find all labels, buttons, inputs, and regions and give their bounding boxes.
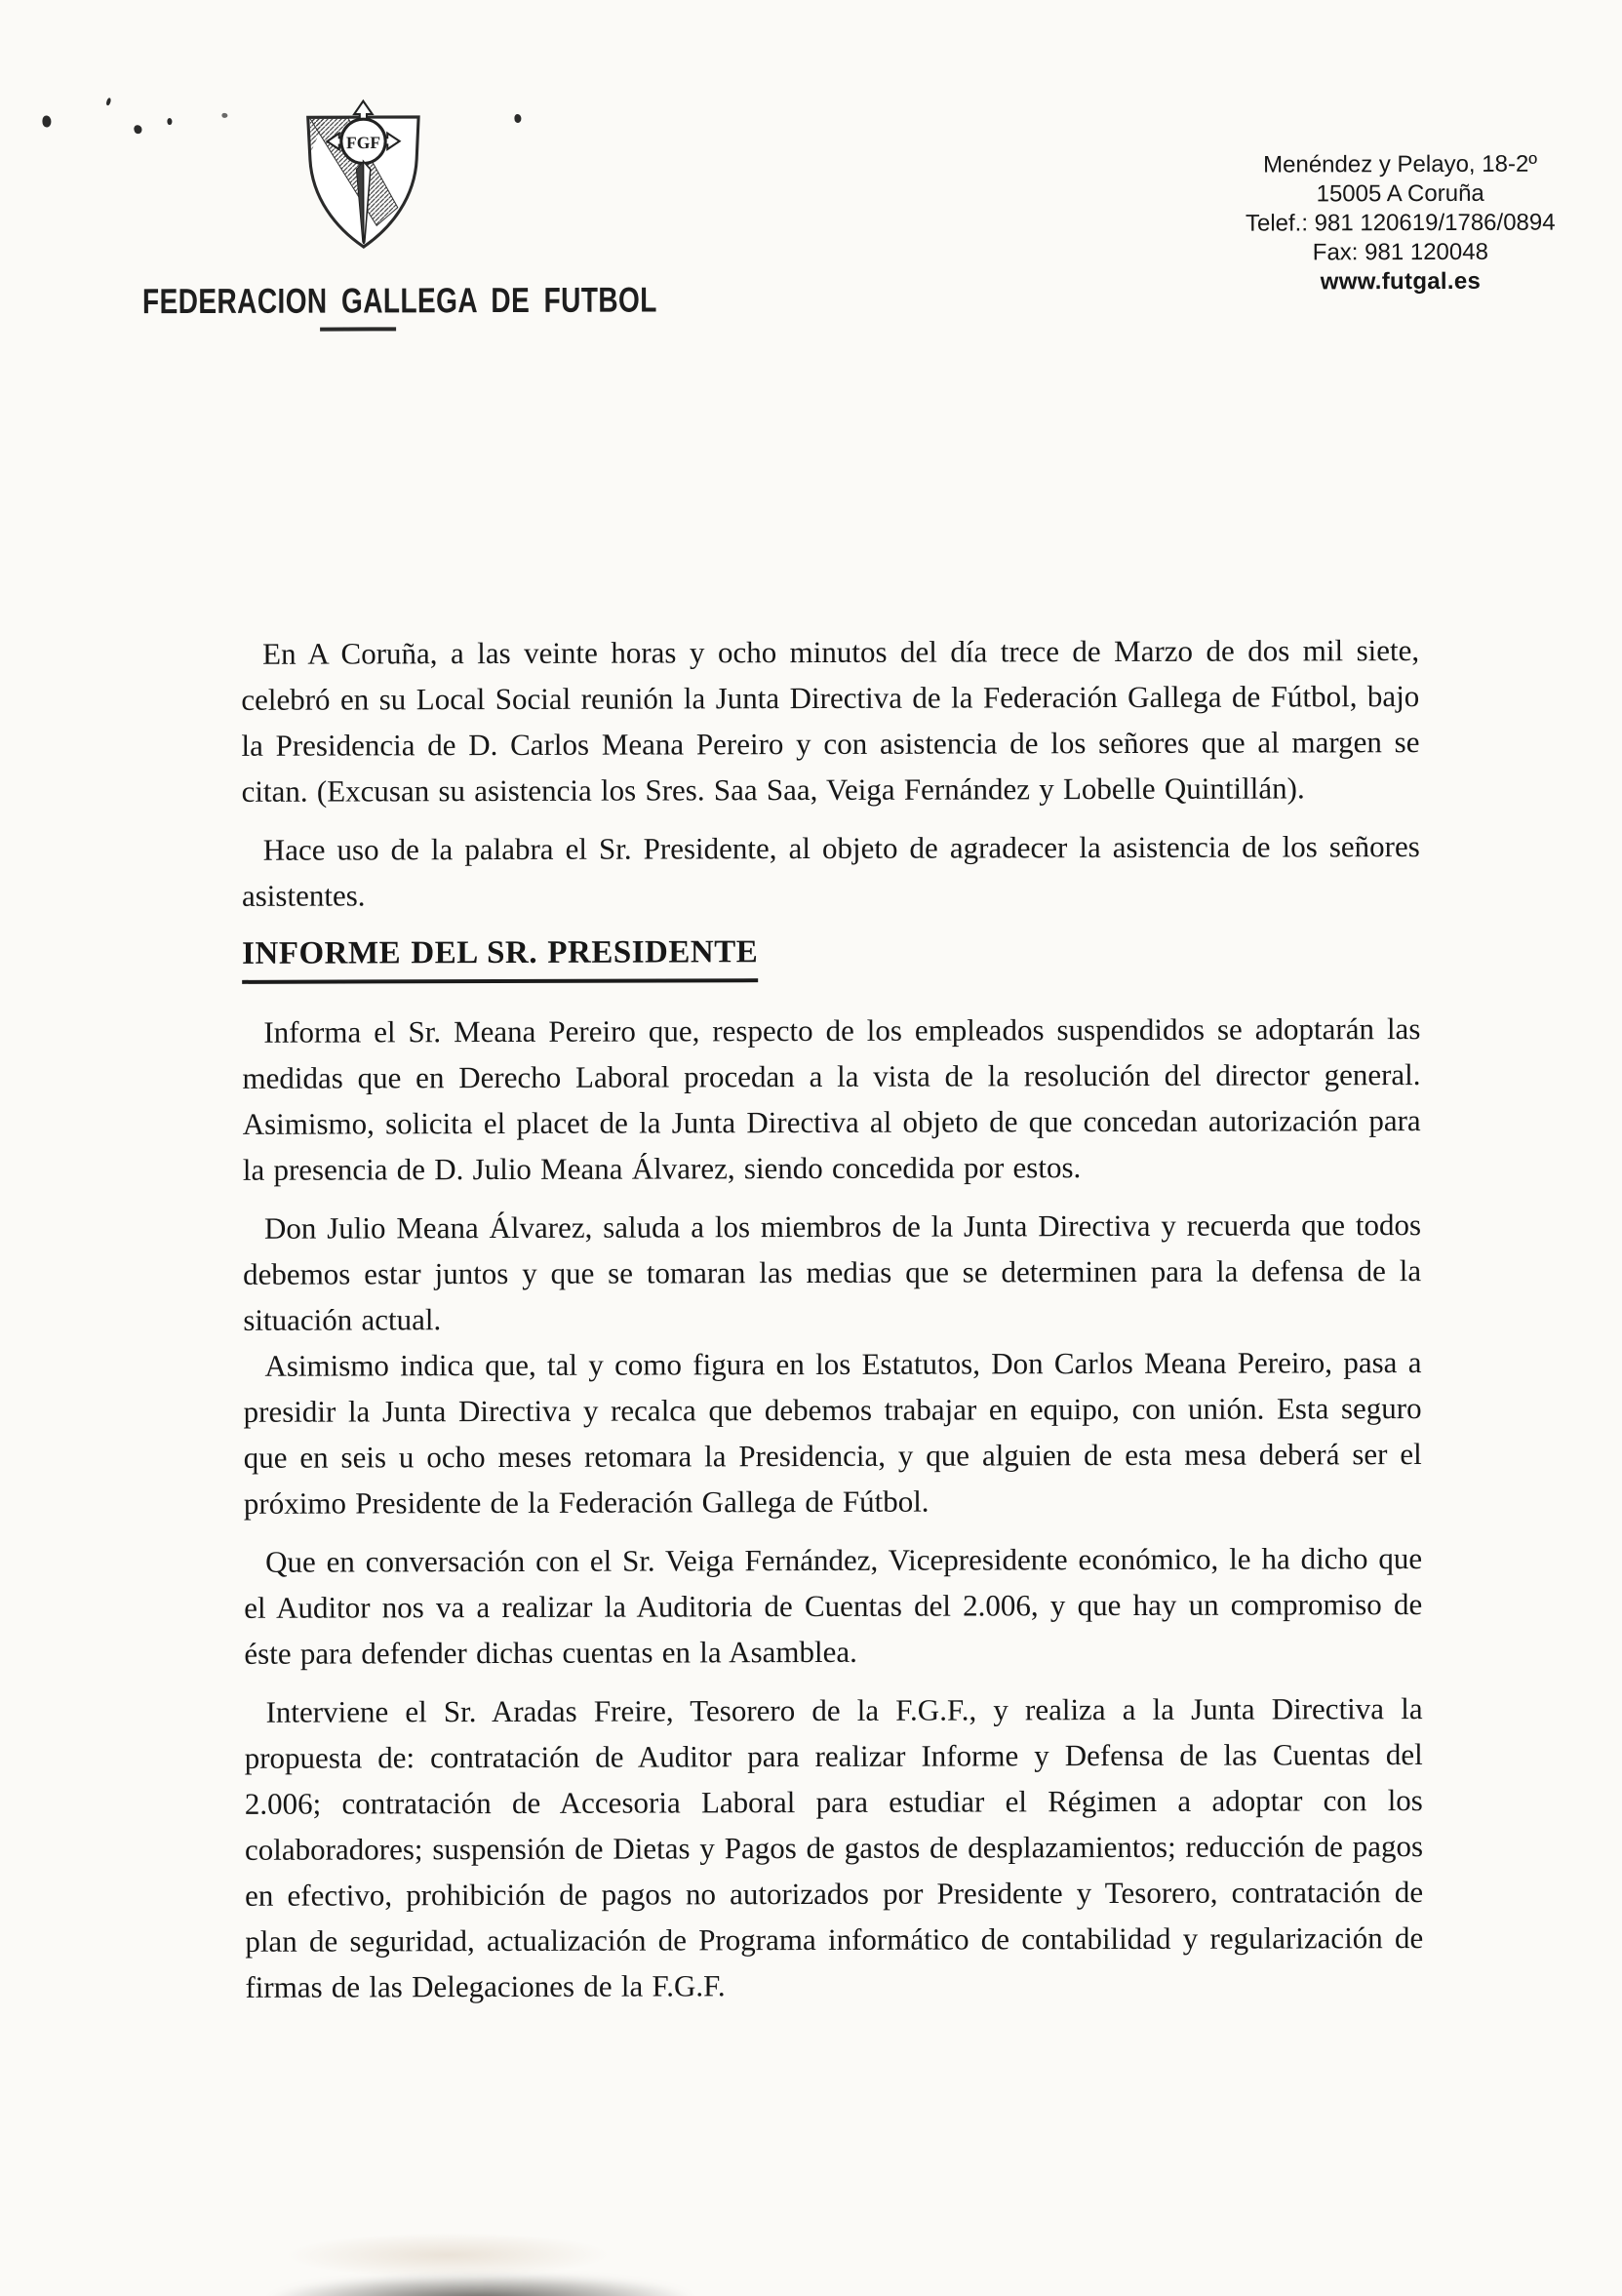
paragraph-julio-meana: Don Julio Meana Álvarez, saluda a los miembros de la Junta Directiva y recuerda que todos debemos estar juntos y que se tomaran las medias que se determinen para la defensa de la situación actual. (243, 1207, 1422, 1337)
paragraph-informe-1: Informa el Sr. Meana Pereiro que, respecto de los empleados suspendidos se adoptarán las medidas que en Derecho Laboral procedan a la vista de la resolución del director general. Asimismo, solicita el placet de la Junta Directiva al objeto de que concedan autorización para la presencia de D. Julio Meana Álvarez, siendo concedida por estos. (242, 1011, 1421, 1187)
scan-edge-shadow (265, 2273, 694, 2296)
scan-speckle (514, 114, 521, 123)
paragraph-tesorero-propuesta: Interviene el Sr. Aradas Freire, Tesorero de la F.G.F., y realiza a la Junta Directiva la propuesta de: contratación de Auditor para realizar Informe y Defensa de las Cuentas del 2.006; contratación de Accesoria Laboral para estudiar el Régimen a adoptar con los colaboradores; suspensión de Dietas y Pagos de gastos de desplazamientos; reducción de pagos en efectivo, prohibición de pagos no autorizados por Presidente y Tesorero, contratación de plan de seguridad, actualización de Programa informático de contabilidad y regularización de firmas de las Delegaciones de la F.G.F. (244, 1691, 1424, 2004)
paragraph-auditoria: Que en conversación con el Sr. Veiga Fernández, Vicepresidente económico, le ha dicho que el Auditor nos va a realizar la Auditoria de Cuentas del 2.006, y que hay un compromiso de éste para defender dichas cuentas en la Asamblea. (244, 1541, 1423, 1671)
address-fax: Fax: 981 120048 (1312, 238, 1488, 266)
scan-speckle (221, 113, 227, 118)
fgf-crest-logo (297, 99, 429, 255)
paragraph-opening: En A Coruña, a las veinte horas y ocho minutos del día trece de Marzo de dos mil siete, celebró en su Local Social reunión la Junta Directiva de la Federación Gallega de Fútbol, bajo la Presidencia de D. Carlos Meana Pereiro y con asistencia de los señores que al margen se citan. (Excusan su asistencia los Sres. Saa Saa, Veiga Fernández y Lobelle Quintillán). (241, 633, 1420, 809)
section-heading (242, 928, 1420, 984)
scan-speckle (105, 98, 111, 106)
address-website: www.futgal.es (1320, 267, 1482, 296)
address-phone: Telef.: 981 120619/1786/0894 (1245, 209, 1556, 237)
scan-smudge (287, 2233, 609, 2278)
address-street: Menéndez y Pelayo, 18-2º (1263, 150, 1538, 178)
fgf-monogram: FGF (345, 133, 381, 153)
scan-speckle (42, 115, 51, 127)
address-city: 15005 A Coruña (1316, 179, 1484, 208)
scan-speckle (134, 124, 143, 134)
org-name-divider (320, 327, 396, 331)
section-heading-text: INFORME DEL SR. PRESIDENTE (242, 930, 758, 984)
document-body (241, 627, 1423, 2023)
paragraph-president-greeting: Hace uso de la palabra el Sr. Presidente, al objeto de agradecer la asistencia de los señores asistentes. (241, 829, 1420, 913)
scan-speckle (167, 118, 172, 125)
paragraph-estatutos: Asimismo indica que, tal y como figura en los Estatutos, Don Carlos Meana Pereiro, pasa a presidir la Junta Directiva y recalca que debemos trabajar en equipo, con unión. Esta seguro que en seis u ocho meses retomara la Presidencia, y que alguien de esta mesa deberá ser el próximo Presidente de la Federación Gallega de Fútbol. (243, 1345, 1422, 1521)
organization-name: FEDERACION GALLEGA DE FUTBOL (141, 279, 657, 322)
letterhead-address-block (1222, 150, 1579, 297)
